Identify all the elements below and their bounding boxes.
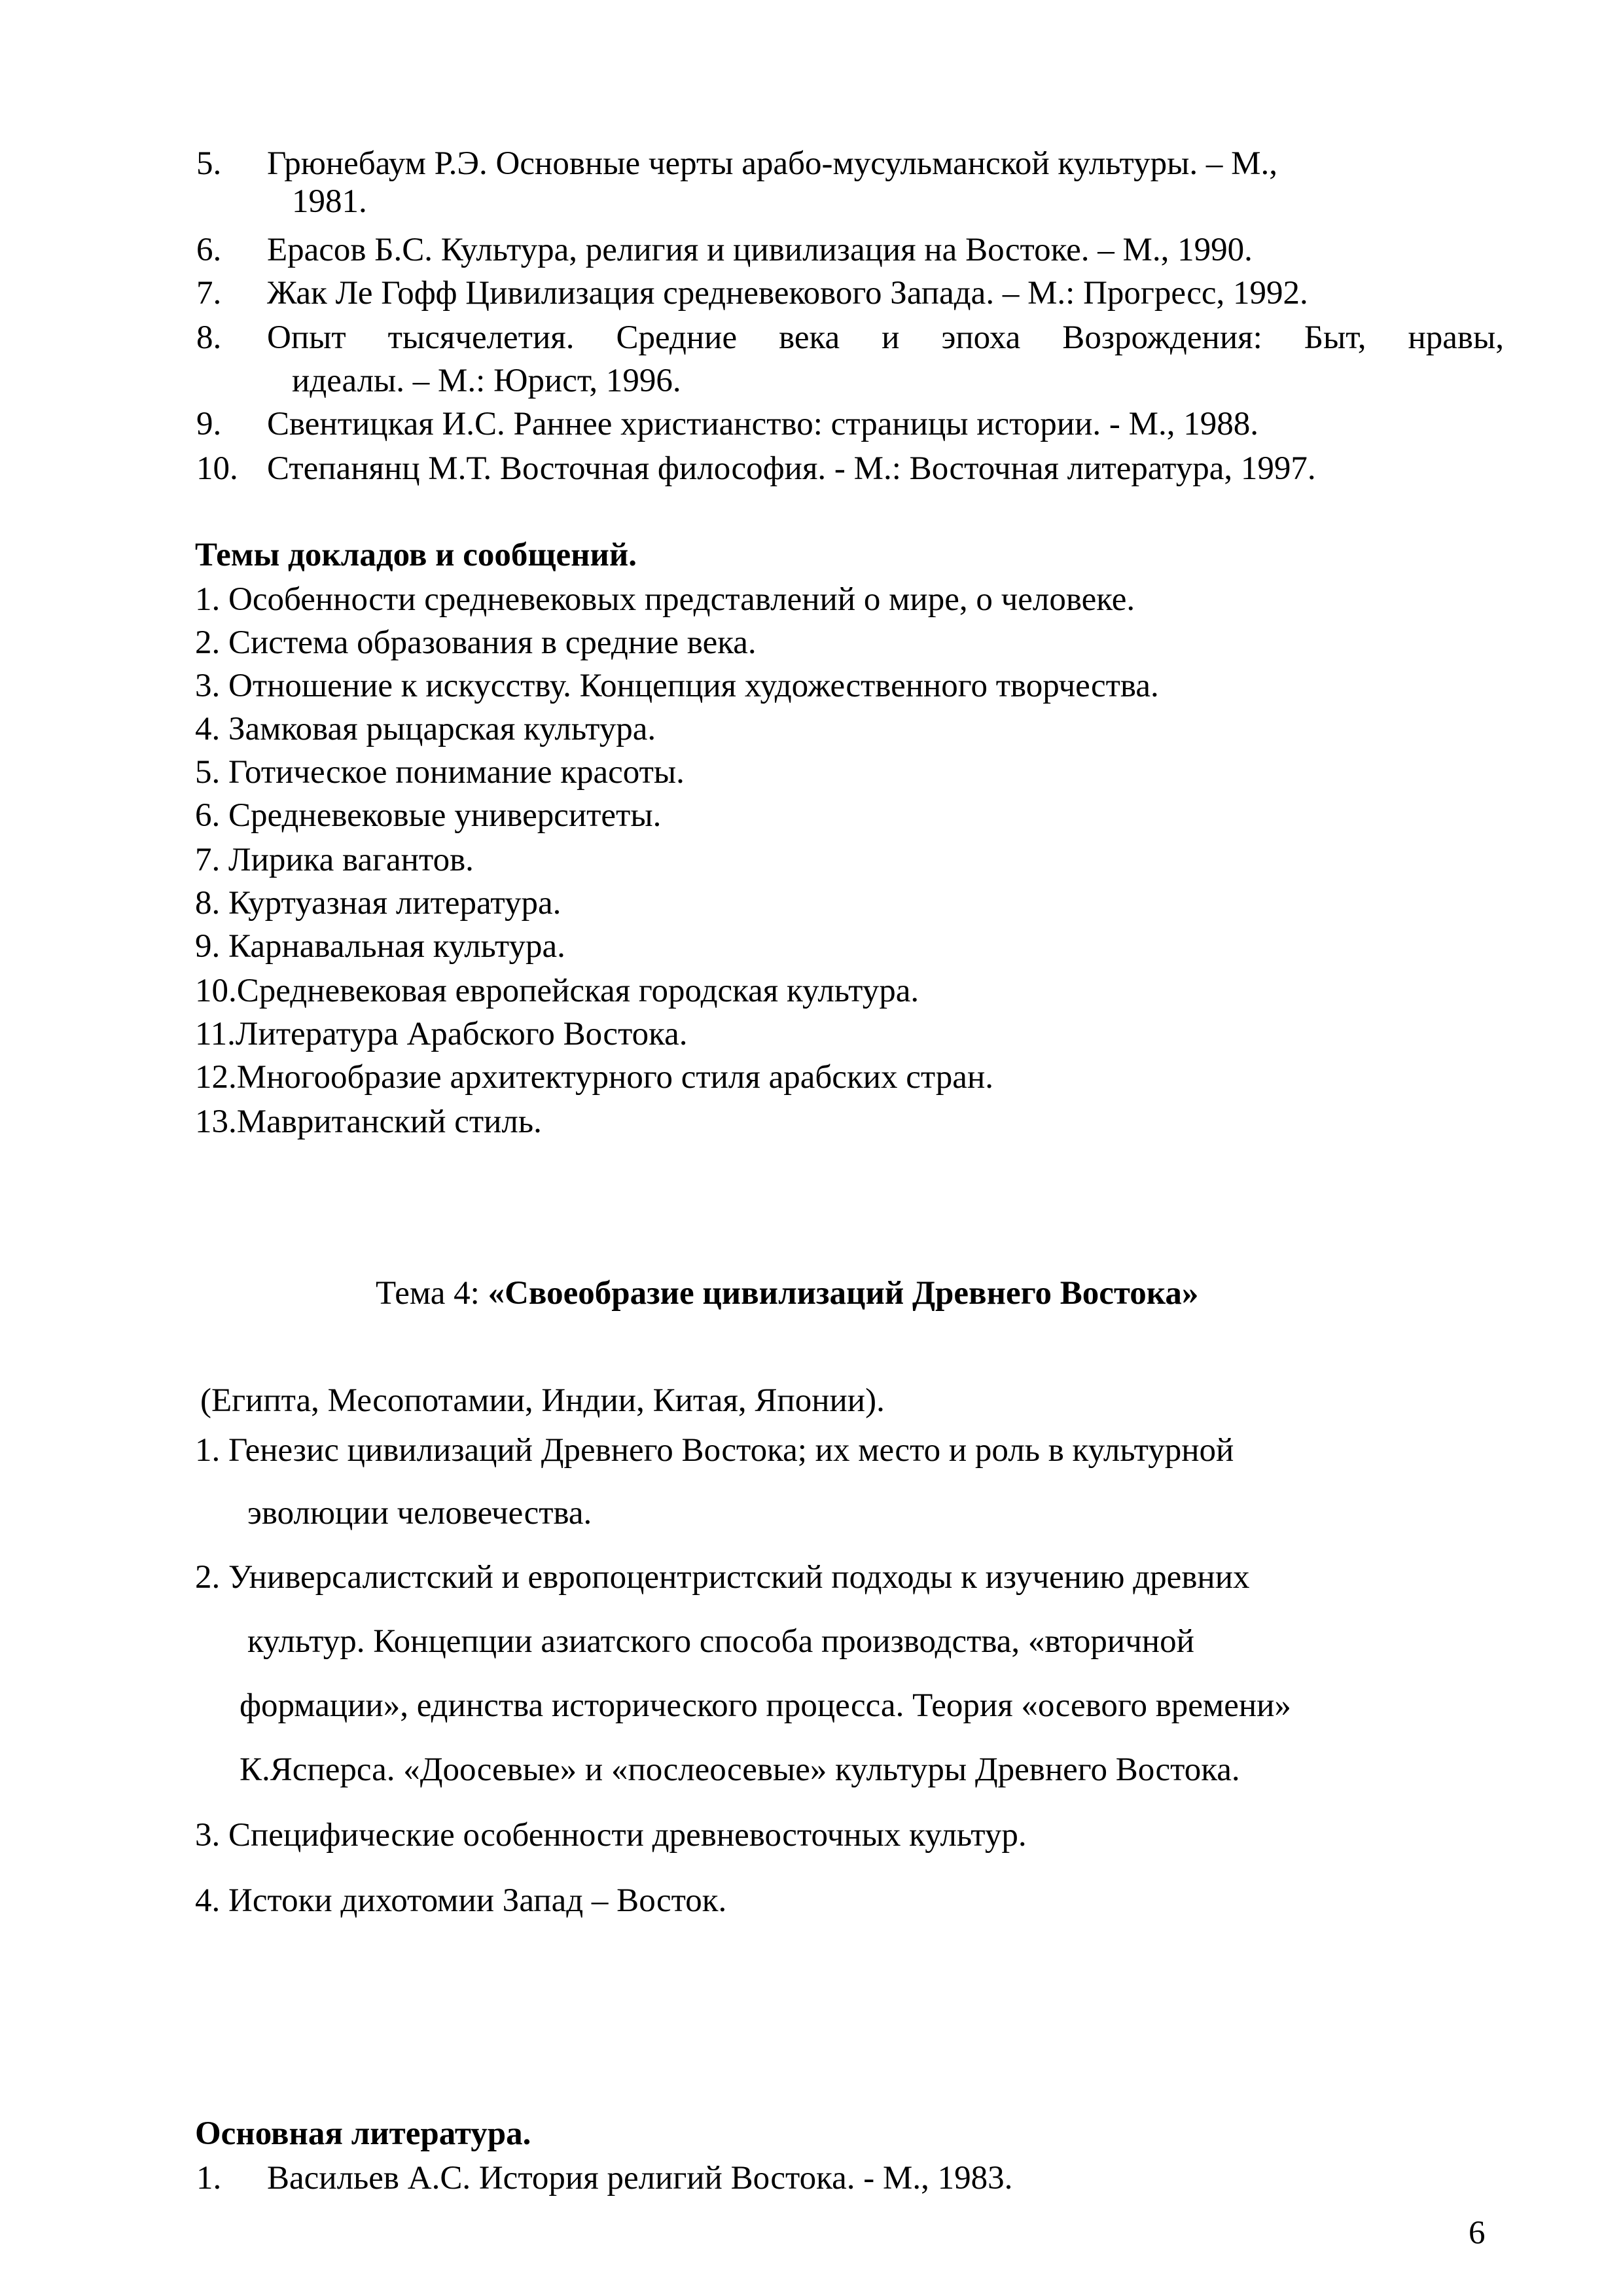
theme-item-2-line-3: формации», единства исторического процесса. Теория «осевого времени» — [240, 1687, 1291, 1724]
bib-item-5-num: 5. — [196, 145, 222, 182]
bib-item-8-num: 8. — [196, 319, 222, 356]
theme-item-1-line-1: 1. Генезис цивилизаций Древнего Востока; их место и роль в культурной — [195, 1432, 1234, 1469]
literature-item-1-text: Васильев А.С. История религий Востока. - М., 1983. — [267, 2160, 1013, 2197]
topic-item: 3. Отношение к искусству. Концепция художественного творчества. — [195, 668, 1159, 704]
topic-item: 10.Средневековая европейская городская культура. — [195, 973, 919, 1009]
topic-item: 2. Система образования в средние века. — [195, 624, 757, 661]
bib-item-9-line-1: Свентицкая И.С. Раннее христианство: страницы истории. - М., 1988. — [267, 406, 1258, 442]
theme-item-2-line-2: культур. Концепции азиатского способа производства, «вторичной — [247, 1623, 1194, 1660]
topic-item: 6. Средневековые университеты. — [195, 797, 662, 834]
topic-item: 12.Многообразие архитектурного стиля арабских стран. — [195, 1059, 993, 1096]
bib-item-8-line-1 — [267, 318, 1504, 357]
topic-item: 11.Литература Арабского Востока. — [195, 1016, 688, 1052]
theme-prefix: Тема 4: — [376, 1275, 488, 1312]
topic-item: 4. Замковая рыцарская культура. — [195, 711, 656, 747]
bib-item-8-text: Опыт тысячелетия. Средние века и эпоха Возрождения: Быт, нравы, — [267, 319, 1504, 356]
theme-subtitle: (Египта, Месопотамии, Индии, Китая, Японии). — [200, 1382, 885, 1419]
bib-item-5-line-1: Грюнебаум Р.Э. Основные черты арабо-мусульманской культуры. – М., — [267, 145, 1277, 182]
bib-item-6-line-1: Ерасов Б.С. Культура, религия и цивилизация на Востоке. – М., 1990. — [267, 232, 1253, 268]
topic-item: 5. Готическое понимание красоты. — [195, 754, 685, 791]
literature-item-1-num: 1. — [196, 2160, 222, 2197]
topics-heading: Темы докладов и сообщений. — [195, 537, 637, 573]
topic-item: 7. Лирика вагантов. — [195, 842, 474, 878]
theme-title: «Своеобразие цивилизаций Древнего Востока» — [488, 1275, 1199, 1312]
bib-item-8-line-2: идеалы. – М.: Юрист, 1996. — [292, 363, 681, 399]
theme-heading — [376, 1274, 1198, 1313]
bib-item-5-line-2: 1981. — [292, 183, 367, 220]
bib-item-7-num: 7. — [196, 275, 222, 312]
theme-item-3: 3. Специфические особенности древневосточных культур. — [195, 1817, 1027, 1854]
topic-item: 1. Особенности средневековых представлений о мире, о человеке. — [195, 581, 1135, 618]
theme-item-2-line-1: 2. Универсалистский и европоцентристский подходы к изучению древних — [195, 1559, 1250, 1596]
bib-item-10-line-1: Степанянц М.Т. Восточная философия. - М.: Восточная литература, 1997. — [267, 450, 1316, 487]
bib-item-10-num: 10. — [196, 450, 238, 487]
bib-item-9-num: 9. — [196, 406, 222, 442]
theme-item-4: 4. Истоки дихотомии Запад – Восток. — [195, 1882, 727, 1919]
theme-item-2-line-4: К.Ясперса. «Доосевые» и «послеосевые» культуры Древнего Востока. — [240, 1751, 1240, 1788]
topic-item: 9. Карнавальная культура. — [195, 928, 565, 965]
page-number: 6 — [1469, 2215, 1486, 2251]
topic-item: 8. Куртуазная литература. — [195, 885, 562, 922]
bib-item-7-line-1: Жак Ле Гофф Цивилизация средневекового Запада. – М.: Прогресс, 1992. — [267, 275, 1308, 312]
topic-item: 13.Мавританский стиль. — [195, 1103, 542, 1140]
theme-item-1-line-2: эволюции человечества. — [247, 1495, 592, 1532]
literature-heading: Основная литература. — [195, 2115, 531, 2152]
bib-item-6-num: 6. — [196, 232, 222, 268]
